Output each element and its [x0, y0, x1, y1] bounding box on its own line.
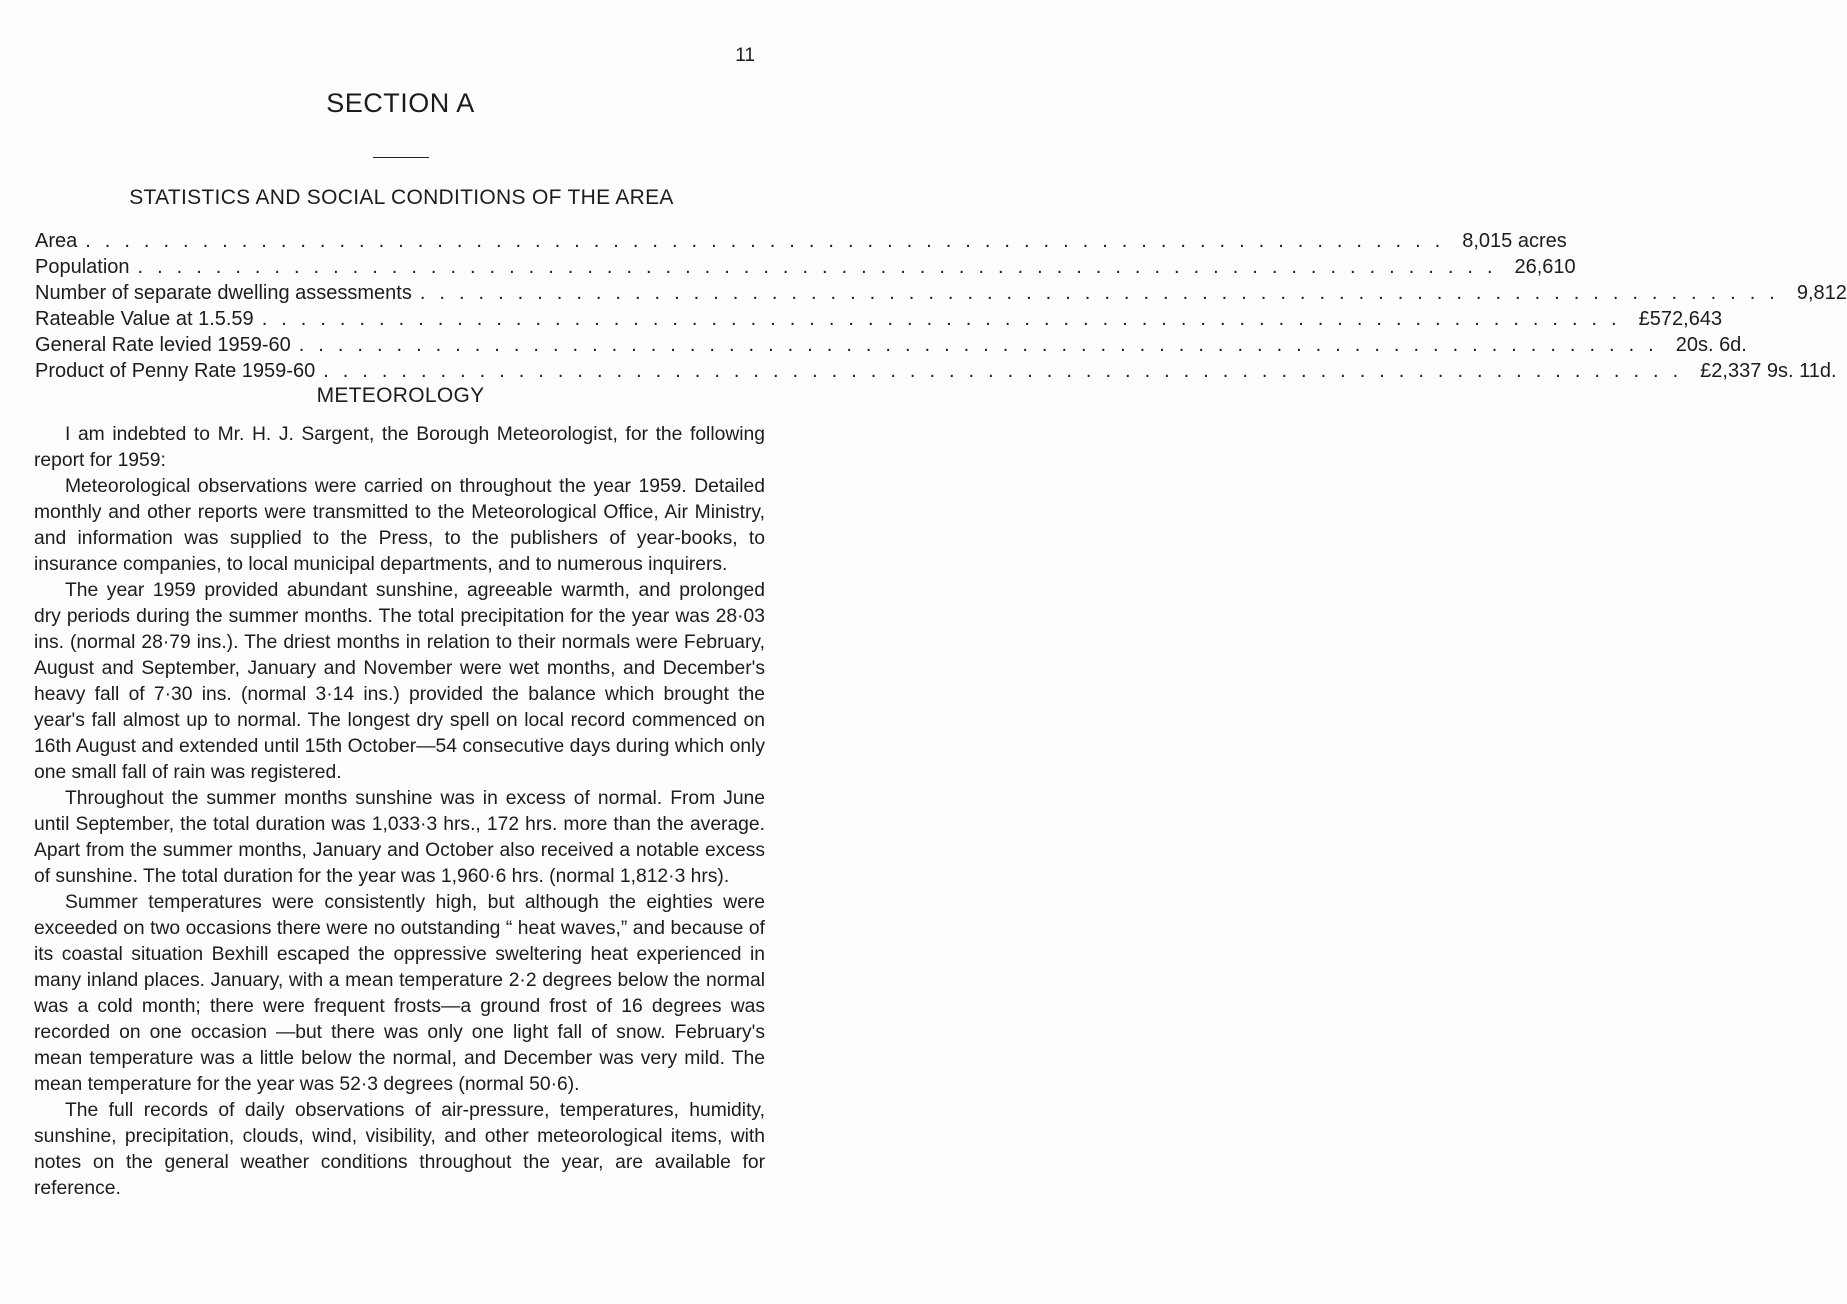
stat-label: General Rate levied 1959-60: [35, 334, 291, 356]
paragraph: The year 1959 provided abundant sunshine, agreeable warmth, and prolonged dry periods during the summer months. The total precipitation for the year was 28·03 ins. (normal 28·79 ins.). The driest months in relation to their normals were February, August and September, January and November were wet months, and December's heavy fall of 7·30 ins. (normal 3·14 ins.) provided the balance which brought the year's fall almost up to normal. The longest dry spell on local record commenced on 16th August and extended until 15th October—54 consecutive days during which only one small fall of rain was registered.: [34, 580, 765, 783]
section-divider: [373, 157, 429, 158]
dot-leader: ......................................................................: [419, 282, 1789, 304]
meteorology-heading: METEOROLOGY: [316, 384, 485, 407]
stat-value: 20s. 6d.: [1675, 334, 1747, 356]
paragraph: Throughout the summer months sunshine was in excess of normal. From June until September, the total duration was 1,033·3 hrs., 172 hrs. more than the average. Apart from the summer months, January and October also received a notable excess of sunshine. The total duration for the year was 1,960·6 hrs. (normal 1,812·3 hrs).: [34, 788, 765, 887]
meteorology-body: [34, 422, 765, 1202]
dot-leader: ......................................................................: [261, 308, 1631, 330]
paragraph: The full records of daily observations of air-pressure, temperatures, humidity, sunshine, precipitation, clouds, wind, visibility, and other meteorological items, with notes on the general weather conditions throughout the year, are available for reference.: [34, 1100, 765, 1199]
paragraph: I am indebted to Mr. H. J. Sargent, the Borough Meteorologist, for the following report for 1959:: [34, 424, 765, 471]
dot-leader: ......................................................................: [137, 256, 1507, 278]
section-title: SECTION A: [326, 88, 475, 118]
dot-leader: ......................................................................: [85, 230, 1455, 252]
stat-row-penny-rate: [35, 358, 1837, 384]
statistics-heading: STATISTICS AND SOCIAL CONDITIONS OF THE AREA: [129, 186, 674, 209]
stat-value: £572,643: [1638, 308, 1723, 330]
stat-value: 9,812: [1796, 282, 1847, 304]
stat-value: 8,015 acres: [1462, 230, 1567, 252]
dot-leader: ......................................................................: [298, 334, 1668, 356]
paragraph: Summer temperatures were consistently high, but although the eighties were exceeded on two occasions there were no outstanding “ heat waves,” and because of its coastal situation Bexhill escaped the oppressive sweltering heat experienced in many inland places. January, with a mean temperature 2·2 degrees below the normal was a cold month; there were frequent frosts—a ground frost of 16 degrees was recorded on one occasion —but there was only one light fall of snow. February's mean temperature was a little below the normal, and December was very mild. The mean temperature for the year was 52·3 degrees (normal 50·6).: [34, 892, 765, 1095]
stat-label: Number of separate dwelling assessments: [35, 282, 412, 304]
stat-row-population: [35, 254, 1576, 280]
stat-row-area: [35, 228, 1567, 254]
stat-value: £2,337 9s. 11d.: [1700, 360, 1837, 382]
stat-row-dwellings: [35, 280, 1847, 306]
paragraph: Meteorological observations were carried on throughout the year 1959. Detailed monthly and other reports were transmitted to the Meteorological Office, Air Ministry, and information was supplied to the Press, to the publishers of year-books, to insurance companies, to local municipal departments, and to numerous inquirers.: [34, 476, 765, 575]
stat-row-general-rate: [35, 332, 1747, 358]
stat-label: Rateable Value at 1.5.59: [35, 308, 254, 330]
stat-label: Area: [35, 230, 78, 252]
stat-value: 26,610: [1514, 256, 1576, 278]
stat-row-rateable-value: [35, 306, 1723, 332]
stat-label: Product of Penny Rate 1959-60: [35, 360, 316, 382]
stat-label: Population: [35, 256, 130, 278]
page-number: 11: [735, 45, 755, 66]
dot-leader: ......................................................................: [323, 360, 1693, 382]
statistics-table: [35, 228, 1847, 384]
